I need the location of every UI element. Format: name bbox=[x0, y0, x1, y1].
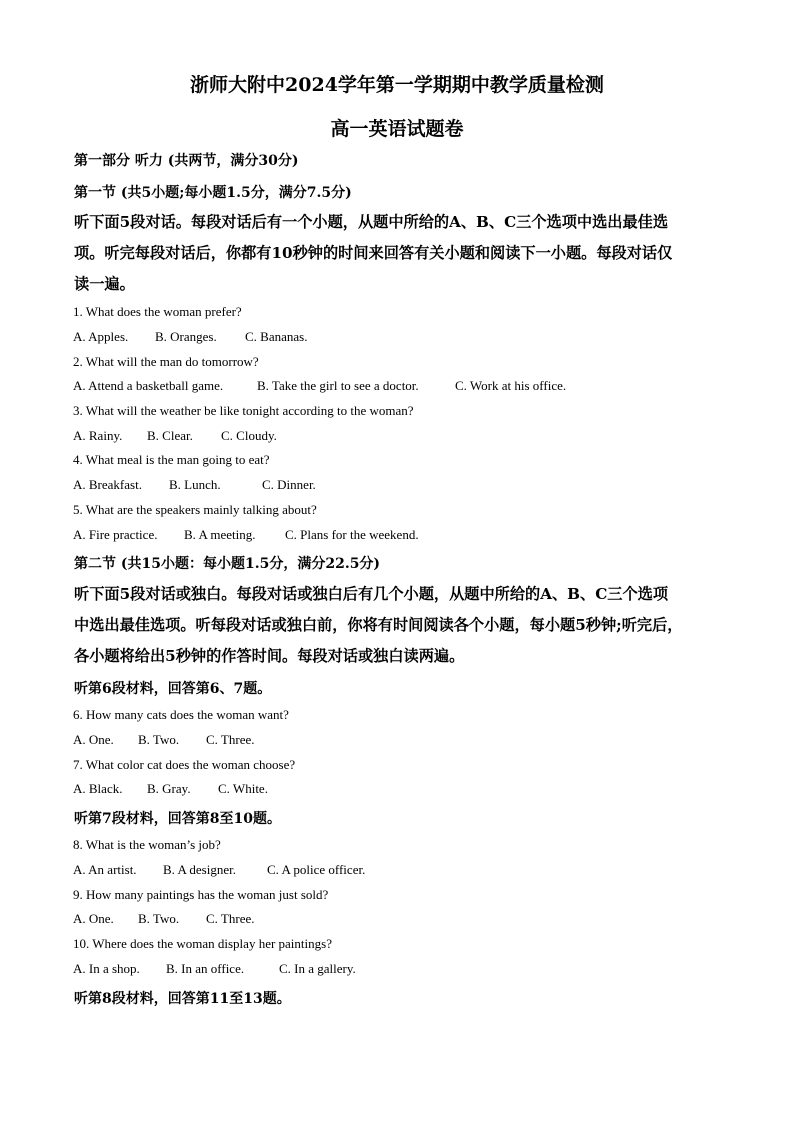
section2-heading: 第二节 (共15小题：每小题1.5分，满分22.5分) bbox=[74, 556, 381, 572]
option-a: A. Fire practice. bbox=[73, 527, 158, 542]
option-a: A. Black. bbox=[73, 781, 123, 796]
option-b: B. In an office. bbox=[166, 961, 245, 976]
option-a: A. Rainy. bbox=[73, 428, 123, 443]
option-c: C. White. bbox=[218, 781, 268, 796]
question-text: 2. What will the man do tomorrow? bbox=[73, 354, 259, 369]
question-options bbox=[73, 527, 419, 543]
option-b: B. A meeting. bbox=[184, 527, 256, 542]
option-a: A. Breakfast. bbox=[73, 477, 142, 492]
option-c: C. Three. bbox=[206, 732, 255, 747]
option-a: A. Attend a basketball game. bbox=[73, 378, 224, 393]
section1-instruction-line: 读一遍。 bbox=[74, 275, 135, 293]
section1-instruction-line: 项。听完每段对话后，你都有10秒钟的时间来回答有关小题和阅读下一小题。每段对话仅 bbox=[74, 244, 673, 262]
option-b: B. Take the girl to see a doctor. bbox=[257, 378, 419, 393]
option-b: B. Clear. bbox=[147, 428, 193, 443]
option-c: C. In a gallery. bbox=[279, 961, 356, 976]
option-c: C. Dinner. bbox=[262, 477, 316, 492]
option-a: A. Apples. bbox=[73, 329, 129, 344]
option-a: A. In a shop. bbox=[73, 961, 140, 976]
option-b: B. Two. bbox=[138, 911, 180, 926]
group6-heading: 听第6段材料，回答第6、7题。 bbox=[74, 681, 272, 697]
question-options bbox=[73, 781, 268, 797]
question-text: 3. What will the weather be like tonight according to the woman? bbox=[73, 403, 414, 418]
question-options bbox=[73, 732, 255, 748]
option-c: C. Plans for the weekend. bbox=[285, 527, 419, 542]
question-options bbox=[73, 961, 356, 977]
exam-subtitle: 高一英语试题卷 bbox=[330, 118, 464, 140]
exam-title: 浙师大附中2024学年第一学期期中教学质量检测 bbox=[190, 74, 604, 96]
question-options bbox=[73, 477, 316, 493]
question-text: 6. How many cats does the woman want? bbox=[73, 707, 289, 722]
option-c: C. Three. bbox=[206, 911, 255, 926]
section1-instruction-line: 听下面5段对话。每段对话后有一个小题，从题中所给的A、B、C三个选项中选出最佳选 bbox=[74, 213, 669, 231]
option-b: B. Lunch. bbox=[169, 477, 221, 492]
option-c: C. Cloudy. bbox=[221, 428, 277, 443]
option-c: C. Work at his office. bbox=[455, 378, 567, 393]
question-options bbox=[73, 428, 277, 444]
part1-heading: 第一部分 听力 (共两节，满分30分) bbox=[74, 153, 299, 169]
question-options bbox=[73, 329, 307, 345]
group8-heading: 听第8段材料，回答第11至13题。 bbox=[74, 991, 291, 1007]
option-b: B. Gray. bbox=[147, 781, 191, 796]
option-a: A. One. bbox=[73, 732, 114, 747]
option-a: A. One. bbox=[73, 911, 114, 926]
section2-instruction-line: 听下面5段对话或独白。每段对话或独白后有几个小题，从题中所给的A、B、C三个选项 bbox=[74, 585, 669, 603]
option-c: C. A police officer. bbox=[267, 862, 366, 877]
option-a: A. An artist. bbox=[73, 862, 137, 877]
group7-heading: 听第7段材料，回答第8至10题。 bbox=[74, 811, 281, 827]
option-b: B. A designer. bbox=[163, 862, 236, 877]
question-text: 5. What are the speakers mainly talking about? bbox=[73, 502, 317, 517]
option-c: C. Bananas. bbox=[245, 329, 308, 344]
question-text: 7. What color cat does the woman choose? bbox=[73, 757, 296, 772]
section2-instruction-line: 各小题将给出5秒钟的作答时间。每段对话或独白读两遍。 bbox=[74, 647, 465, 665]
section2-instruction-line: 中选出最佳选项。听每段对话或独白前，你将有时间阅读各个小题，每小题5秒钟;听完后， bbox=[74, 616, 683, 634]
question-options bbox=[73, 911, 255, 927]
section1-heading: 第一节 (共5小题;每小题1.5分，满分7.5分) bbox=[74, 185, 352, 201]
question-text: 4. What meal is the man going to eat? bbox=[73, 452, 270, 467]
question-text: 8. What is the woman’s job? bbox=[73, 837, 221, 852]
question-text: 9. How many paintings has the woman just sold? bbox=[73, 887, 329, 902]
question-text: 10. Where does the woman display her paintings? bbox=[73, 936, 332, 951]
option-b: B. Two. bbox=[138, 732, 180, 747]
question-options bbox=[73, 862, 365, 878]
question-text: 1. What does the woman prefer? bbox=[73, 304, 242, 319]
question-options bbox=[73, 378, 566, 394]
option-b: B. Oranges. bbox=[155, 329, 217, 344]
